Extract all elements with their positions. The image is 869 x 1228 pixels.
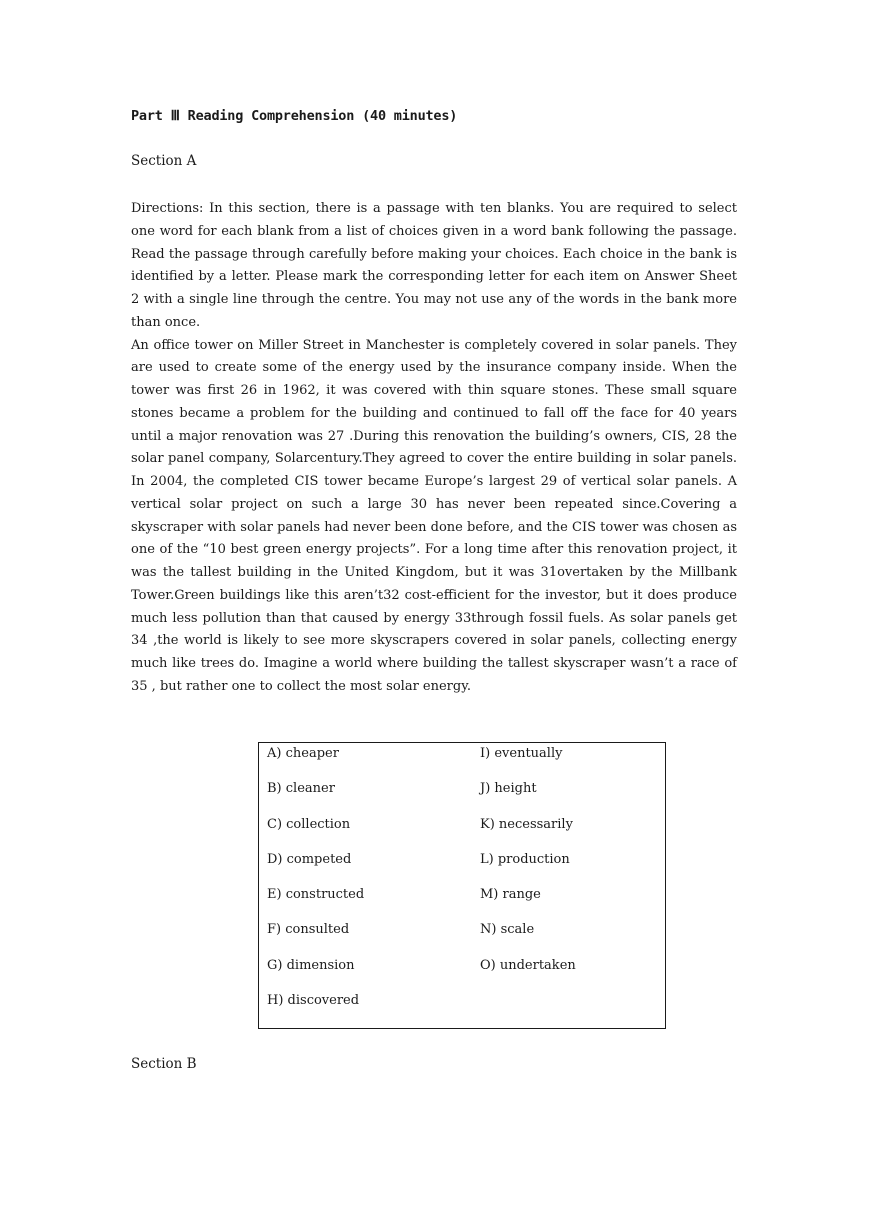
word-bank-item: D) competed bbox=[267, 851, 352, 867]
word-bank-item: F) consulted bbox=[267, 922, 350, 938]
word-bank-item: C) collection bbox=[267, 816, 351, 832]
word-bank-left-column bbox=[267, 745, 364, 1027]
word-bank-item: N) scale bbox=[480, 922, 535, 938]
body-text bbox=[131, 198, 737, 699]
word-bank-item: O) undertaken bbox=[480, 957, 576, 973]
word-bank-item: L) production bbox=[480, 851, 570, 867]
section-b-heading: Section B bbox=[131, 1056, 197, 1072]
word-bank-item: G) dimension bbox=[267, 957, 355, 973]
word-bank-item: A) cheaper bbox=[267, 746, 339, 761]
part-title: Part Ⅲ Reading Comprehension (40 minutes) bbox=[131, 108, 458, 124]
directions-paragraph: Directions: In this section, there is a passage with ten blanks. You are required to select one word for each blank from a list of choices given in a word bank following the passage. Read the passage through carefully before making your choices. Each choice in the bank is identified by a letter. Please mark the corresponding letter for each item on Answer Sheet 2 with a single line through the centre. You may not use any of the words in the bank more than once. bbox=[131, 201, 737, 330]
passage-paragraph: An office tower on Miller Street in Manchester is completely covered in solar panels. They are used to create some of the energy used by the insurance company inside. When the tower was first 26 in 1962, it was covered with thin square stones. These small square stones became a problem for the building and continued to fall off the face for 40 years until a major renovation was 27 .During this renovation the building’s owners, CIS, 28 the solar panel company, Solarcentury.They agreed to cover the entire building in solar panels. In 2004, the completed CIS tower became Europe’s largest 29 of vertical solar panels. A vertical solar project on such a large 30 has never been repeated since.Covering a skyscraper with solar panels had never been done before, and the CIS tower was chosen as one of the “10 best green energy projects”. For a long time after this renovation project, it was the tallest building in the United Kingdom, but it was 31overtaken by the Millbank Tower.Green buildings like this aren’t32 cost-efficient for the investor, but it does produce much less pollution than that caused by energy 33through fossil fuels. As solar panels get 34 ,the world is likely to see more skyscrapers covered in solar panels, collecting energy much like trees do. Imagine a world where building the tallest skyscraper wasn’t a race of 35 , but rather one to collect the most solar energy. bbox=[131, 337, 737, 694]
word-bank-item: I) eventually bbox=[480, 746, 563, 761]
word-bank-item: M) range bbox=[480, 887, 541, 903]
word-bank-item: K) necessarily bbox=[480, 816, 573, 832]
word-bank-item: H) discovered bbox=[267, 993, 360, 1009]
section-a-heading: Section A bbox=[131, 153, 197, 169]
word-bank-right-column bbox=[480, 745, 576, 992]
word-bank-item: B) cleaner bbox=[267, 781, 335, 797]
word-bank-table bbox=[258, 742, 666, 1029]
word-bank-item: E) constructed bbox=[267, 887, 365, 903]
word-bank-item: J) height bbox=[480, 781, 537, 797]
